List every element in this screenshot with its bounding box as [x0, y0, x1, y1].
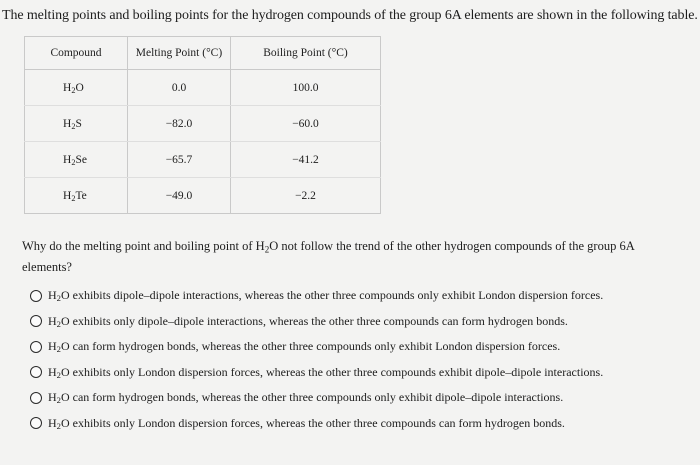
question-part: Why do the melting point and boiling point of H — [22, 239, 265, 253]
header-boiling-point: Boiling Point (°C) — [231, 37, 381, 70]
question-text — [22, 236, 662, 278]
option-text: O exhibits only London dispersion forces, whereas the other three compounds exhibit dipole–dipole interactions. — [60, 364, 604, 379]
header-melting-point: Melting Point (°C) — [128, 37, 231, 70]
table-header-row — [25, 37, 381, 70]
question-part: O not follow the trend of the other hydrogen compounds of the group 6A elements? — [22, 239, 635, 274]
option-prefix: H — [48, 415, 57, 430]
answer-option-4[interactable] — [30, 360, 603, 386]
option-text: O can form hydrogen bonds, whereas the other three compounds only exhibit London dispersion forces. — [60, 339, 561, 354]
option-label — [48, 390, 563, 405]
option-prefix: H — [48, 364, 57, 379]
option-text: O can form hydrogen bonds, whereas the other three compounds only exhibit dipole–dipole interactions. — [60, 390, 564, 405]
table-row — [25, 70, 381, 106]
radio-button[interactable] — [30, 366, 42, 378]
cell-boiling-point: −60.0 — [231, 106, 381, 142]
cell-boiling-point: 100.0 — [231, 70, 381, 106]
option-prefix: H — [48, 313, 57, 328]
compound-subscript: 2 — [71, 121, 76, 131]
cell-compound — [25, 178, 128, 214]
radio-button[interactable] — [30, 290, 42, 302]
radio-button[interactable] — [30, 315, 42, 327]
answer-options — [30, 283, 603, 436]
cell-compound — [25, 106, 128, 142]
compound-base: H — [63, 189, 72, 202]
intro-text: The melting points and boiling points for the hydrogen compounds of the group 6A elements are shown in the following table. — [2, 8, 698, 23]
data-table — [24, 36, 381, 214]
compound-rest: Te — [75, 189, 87, 202]
option-subscript: 2 — [56, 344, 61, 355]
compound-subscript: 2 — [71, 85, 76, 95]
cell-compound — [25, 70, 128, 106]
question-subscript: 2 — [264, 244, 270, 255]
cell-boiling-point: −41.2 — [231, 142, 381, 178]
table-row — [25, 142, 381, 178]
cell-melting-point: −49.0 — [128, 178, 231, 214]
compound-subscript: 2 — [71, 193, 76, 203]
cell-boiling-point: −2.2 — [231, 178, 381, 214]
option-subscript: 2 — [56, 293, 61, 304]
compound-base: H — [63, 153, 72, 166]
cell-melting-point: −65.7 — [128, 142, 231, 178]
option-subscript: 2 — [56, 420, 61, 431]
compound-base: H — [63, 81, 72, 94]
header-compound: Compound — [25, 37, 128, 70]
cell-melting-point: −82.0 — [128, 106, 231, 142]
option-label — [48, 288, 603, 303]
cell-melting-point: 0.0 — [128, 70, 231, 106]
option-subscript: 2 — [56, 395, 61, 406]
option-subscript: 2 — [56, 369, 61, 380]
answer-option-2[interactable] — [30, 309, 603, 335]
table-row — [25, 106, 381, 142]
option-label — [48, 416, 565, 431]
option-label — [48, 365, 603, 380]
cell-compound — [25, 142, 128, 178]
option-label — [48, 314, 568, 329]
radio-button[interactable] — [30, 392, 42, 404]
compound-subscript: 2 — [71, 157, 76, 167]
option-text: O exhibits dipole–dipole interactions, whereas the other three compounds only exhibit London dispersion forces. — [60, 288, 604, 303]
answer-option-6[interactable] — [30, 411, 603, 437]
answer-option-3[interactable] — [30, 334, 603, 360]
compound-rest: S — [75, 117, 82, 130]
compound-base: H — [63, 117, 72, 130]
table-row — [25, 178, 381, 214]
answer-option-1[interactable] — [30, 283, 603, 309]
radio-button[interactable] — [30, 341, 42, 353]
option-prefix: H — [48, 390, 57, 405]
compound-rest: O — [75, 81, 84, 94]
answer-option-5[interactable] — [30, 385, 603, 411]
radio-button[interactable] — [30, 417, 42, 429]
option-prefix: H — [48, 288, 57, 303]
option-subscript: 2 — [56, 318, 61, 329]
option-text: O exhibits only London dispersion forces, whereas the other three compounds can form hydrogen bonds. — [60, 415, 565, 430]
option-text: O exhibits only dipole–dipole interactions, whereas the other three compounds can form hydrogen bonds. — [60, 313, 568, 328]
option-label — [48, 339, 560, 354]
option-prefix: H — [48, 339, 57, 354]
compound-rest: Se — [75, 153, 87, 166]
